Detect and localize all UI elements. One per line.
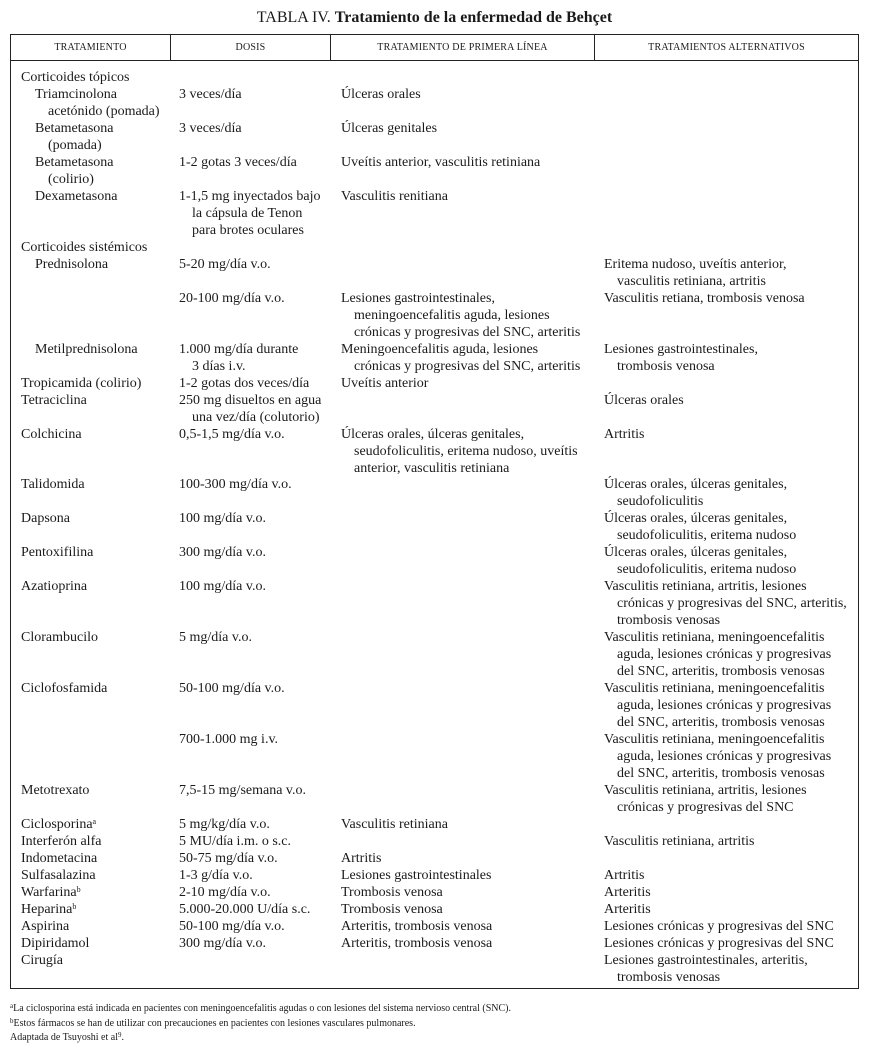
first-line-cell: Úlceras orales bbox=[341, 87, 421, 102]
dose-cell: 300 mg/día v.o. bbox=[179, 936, 266, 951]
dose-cell: 5 mg/día v.o. bbox=[179, 630, 252, 645]
header-treatment: TRATAMIENTO bbox=[11, 35, 171, 61]
first-line-cell: Lesiones gastrointestinales bbox=[341, 868, 492, 883]
alternatives-cell: Úlceras orales, úlceras genitales, seudofoliculitis bbox=[604, 477, 788, 509]
footnote-b: $^b$Estos fármacos se han de utilizar con precauciones en pacientes con lesiones vasculares pulmonares. bbox=[10, 1016, 416, 1029]
dose-cell: 100 mg/día v.o. bbox=[179, 511, 266, 526]
treatment-cell: Cirugía bbox=[21, 953, 63, 968]
dose-cell: 700-1.000 mg i.v. bbox=[179, 732, 279, 747]
dose-cell: 1-1,5 mg inyectados bajo la cápsula de Tenon para brotes oculares bbox=[179, 189, 321, 238]
treatment-cell: Azatioprina bbox=[21, 579, 88, 594]
dose-cell: 5-20 mg/día v.o. bbox=[179, 257, 271, 272]
table-number: TABLA IV. bbox=[256, 9, 331, 26]
dose-cell: 0,5-1,5 mg/día v.o. bbox=[179, 427, 285, 442]
first-line-cell: Artritis bbox=[341, 851, 382, 866]
footnotes bbox=[10, 1002, 511, 1046]
dose-cell: 50-100 mg/día v.o. bbox=[179, 919, 285, 934]
first-line-cell: Vasculitis retiniana bbox=[341, 817, 448, 832]
treatment-cell: Metilprednisolona bbox=[35, 342, 138, 357]
alternatives-cell: Úlceras orales bbox=[604, 393, 684, 408]
treatment-cell: Dexametasona bbox=[35, 189, 118, 204]
treatment-table bbox=[10, 34, 859, 989]
dose-cell: 3 veces/día bbox=[179, 87, 242, 102]
alternatives-cell: Úlceras orales, úlceras genitales, seudofoliculitis, eritema nudoso bbox=[604, 511, 797, 543]
dose-cell: 5.000-20.000 U/día s.c. bbox=[179, 902, 311, 917]
alternatives-cell: Lesiones gastrointestinales, arteritis, trombosis venosas bbox=[604, 953, 808, 985]
header-alternatives: TRATAMIENTOS ALTERNATIVOS bbox=[595, 35, 858, 61]
first-line-cell: Trombosis venosa bbox=[341, 902, 443, 917]
alternatives-cell: Arteritis bbox=[604, 902, 651, 917]
treatment-cell: Betametasona (pomada) bbox=[35, 121, 114, 153]
treatment-cell: Aspirina bbox=[21, 919, 70, 934]
first-line-cell: Uveítis anterior bbox=[341, 376, 429, 391]
treatment-cell: Ciclosporina$^a$ bbox=[21, 817, 97, 832]
treatment-cell: Corticoides sistémicos bbox=[21, 240, 148, 255]
treatment-cell: Ciclofosfamida bbox=[21, 681, 108, 696]
dose-cell: 2-10 mg/día v.o. bbox=[179, 885, 271, 900]
alternatives-cell: Vasculitis retiniana, artritis, lesiones crónicas y progresivas del SNC bbox=[604, 783, 807, 815]
treatment-cell: Talidomida bbox=[21, 477, 85, 492]
first-line-cell: Lesiones gastrointestinales, meningoencefalitis aguda, lesiones crónicas y progresivas del SNC, arteritis bbox=[341, 291, 581, 340]
treatment-cell: Colchicina bbox=[21, 427, 82, 442]
treatment-cell: Triamcinolona acetónido (pomada) bbox=[35, 87, 160, 119]
dose-cell: 300 mg/día v.o. bbox=[179, 545, 266, 560]
header-dose: DOSIS bbox=[171, 35, 331, 61]
dose-cell: 3 veces/día bbox=[179, 121, 242, 136]
dose-cell: 250 mg disueltos en agua una vez/día (colutorio) bbox=[179, 393, 322, 425]
dose-cell: 50-100 mg/día v.o. bbox=[179, 681, 285, 696]
treatment-cell: Warfarina$^b$ bbox=[21, 885, 81, 900]
dose-cell: 100-300 mg/día v.o. bbox=[179, 477, 292, 492]
first-line-cell: Úlceras orales, úlceras genitales, seudofoliculitis, eritema nudoso, uveítis anterior, vasculitis retiniana bbox=[341, 427, 578, 476]
first-line-cell: Trombosis venosa bbox=[341, 885, 443, 900]
dose-cell: 5 MU/día i.m. o s.c. bbox=[179, 834, 291, 849]
treatment-cell: Indometacina bbox=[21, 851, 98, 866]
alternatives-cell: Arteritis bbox=[604, 885, 651, 900]
dose-cell: 20-100 mg/día v.o. bbox=[179, 291, 285, 306]
alternatives-cell: Artritis bbox=[604, 427, 645, 442]
dose-cell: 100 mg/día v.o. bbox=[179, 579, 266, 594]
dose-cell: 1-3 g/día v.o. bbox=[179, 868, 253, 883]
footnote-source: Adaptada de Tsuyoshi et $al^9$. bbox=[10, 1031, 124, 1043]
alternatives-cell: Artritis bbox=[604, 868, 645, 883]
alternatives-cell: Vasculitis retiniana, meningoencefalitis aguda, lesiones crónicas y progresivas del SNC, arteritis, trombosis venosas bbox=[604, 732, 832, 781]
table-title bbox=[0, 8, 869, 28]
treatment-cell: Sulfasalazina bbox=[21, 868, 96, 883]
alternatives-cell: Vasculitis retiniana, meningoencefalitis aguda, lesiones crónicas y progresivas del SNC, arteritis, trombosis venosas bbox=[604, 681, 832, 730]
dose-cell: 1-2 gotas dos veces/día bbox=[179, 376, 310, 391]
alternatives-cell: Eritema nudoso, uveítis anterior, vasculitis retiniana, artritis bbox=[604, 257, 787, 289]
dose-cell: 1-2 gotas 3 veces/día bbox=[179, 155, 297, 170]
treatment-cell: Heparina$^b$ bbox=[21, 902, 77, 917]
alternatives-cell: Vasculitis retiniana, meningoencefalitis aguda, lesiones crónicas y progresivas del SNC, arteritis, trombosis venosas bbox=[604, 630, 832, 679]
treatment-cell: Pentoxifilina bbox=[21, 545, 94, 560]
first-line-cell: Meningoencefalitis aguda, lesiones crónicas y progresivas del SNC, arteritis bbox=[341, 342, 581, 374]
first-line-cell: Arteritis, trombosis venosa bbox=[341, 936, 493, 951]
alternatives-cell: Lesiones crónicas y progresivas del SNC bbox=[604, 919, 834, 934]
alternatives-cell: Úlceras orales, úlceras genitales, seudofoliculitis, eritema nudoso bbox=[604, 545, 797, 577]
treatment-cell: Betametasona (colirio) bbox=[35, 155, 114, 187]
dose-cell: 7,5-15 mg/semana v.o. bbox=[179, 783, 307, 798]
alternatives-cell: Lesiones crónicas y progresivas del SNC bbox=[604, 936, 834, 951]
dose-cell: 1.000 mg/día durante 3 días i.v. bbox=[179, 342, 299, 374]
treatment-cell: Tropicamida (colirio) bbox=[21, 376, 142, 391]
first-line-cell: Uveítis anterior, vasculitis retiniana bbox=[341, 155, 541, 170]
treatment-cell: Prednisolona bbox=[35, 257, 109, 272]
treatment-cell: Dipiridamol bbox=[21, 936, 90, 951]
treatment-cell: Tetraciclina bbox=[21, 393, 87, 408]
alternatives-cell: Lesiones gastrointestinales, trombosis venosa bbox=[604, 342, 758, 374]
treatment-cell: Metotrexato bbox=[21, 783, 90, 798]
alternatives-cell: Vasculitis retiniana, artritis bbox=[604, 834, 755, 849]
treatment-cell: Dapsona bbox=[21, 511, 70, 526]
first-line-cell: Vasculitis renitiana bbox=[341, 189, 448, 204]
first-line-cell: Úlceras genitales bbox=[341, 121, 438, 136]
treatment-cell: Corticoides tópicos bbox=[21, 70, 130, 85]
table-title-text: Tratamiento de la enfermedad de Behçet bbox=[334, 9, 613, 26]
alternatives-cell: Vasculitis retiniana, artritis, lesiones crónicas y progresivas del SNC, arteritis, trombosis venosas bbox=[604, 579, 847, 628]
dose-cell: 50-75 mg/día v.o. bbox=[179, 851, 278, 866]
treatment-cell: Interferón alfa bbox=[21, 834, 102, 849]
footnote-a: $^a$La ciclosporina está indicada en pacientes con meningoencefalitis agudas o con lesiones del sistema nervioso central (SNC). bbox=[10, 1002, 511, 1014]
dose-cell: 5 mg/kg/día v.o. bbox=[179, 817, 270, 832]
header-first-line: TRATAMIENTO DE PRIMERA LÍNEA bbox=[331, 35, 595, 61]
alternatives-cell: Vasculitis retiana, trombosis venosa bbox=[604, 291, 805, 306]
first-line-cell: Arteritis, trombosis venosa bbox=[341, 919, 493, 934]
treatment-cell: Clorambucilo bbox=[21, 630, 98, 645]
